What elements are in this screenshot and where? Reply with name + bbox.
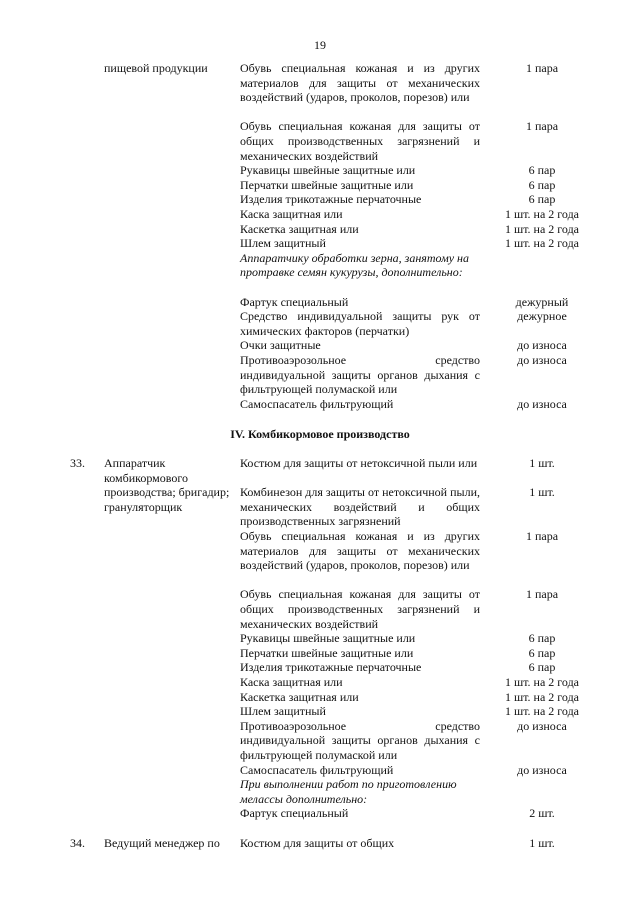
ppe-item: Фартук специальный <box>240 294 349 309</box>
issue-norm: 6 пар <box>528 177 556 192</box>
issue-norm: до износа <box>517 352 567 367</box>
issue-norm: 6 пар <box>528 631 556 646</box>
issue-norm: до износа <box>517 396 567 411</box>
issue-norm: 1 шт. на 2 года <box>504 674 580 689</box>
ppe-item: Каска защитная или <box>240 674 343 689</box>
ppe-item: Средство индивидуальной защиты рук от химических факторов (перчатки) <box>240 309 480 338</box>
issue-norm: 6 пар <box>528 163 556 178</box>
issue-norm: 1 шт. на 2 года <box>504 704 580 719</box>
additional-note: Аппаратчику обработки зерна, занятому на протравке семян кукурузы, дополнительно: <box>240 250 470 280</box>
items-column-block3 <box>240 836 480 851</box>
ppe-item: Очки защитные <box>240 338 321 353</box>
row-number: 34. <box>70 836 85 850</box>
norms-column-block2 <box>492 456 592 821</box>
ppe-item: Каскетка защитная или <box>240 689 359 704</box>
ppe-item: Противоаэрозольное средство индивидуальной защиты органов дыхания с фильтрующей полумаской или <box>240 352 480 397</box>
norms-column-block1 <box>492 61 592 411</box>
issue-norm: 1 пара <box>525 119 559 134</box>
issue-norm: 1 шт. <box>529 485 555 500</box>
issue-norm: 1 пара <box>525 528 559 543</box>
items-column-block2 <box>240 456 480 821</box>
issue-norm: 1 шт. <box>529 456 555 470</box>
row-number: 33. <box>70 456 85 470</box>
ppe-item: Рукавицы швейные защитные или <box>240 163 416 178</box>
issue-norm: 1 шт. на 2 года <box>504 689 580 704</box>
ppe-item: Перчатки швейные защитные или <box>240 645 414 660</box>
ppe-item: Костюм для защиты от общих <box>240 836 395 850</box>
profession-name: Аппаратчик комбикормового производства; бригадир; грануляторщик <box>104 456 230 514</box>
ppe-item: Обувь специальная кожаная и из других материалов для защиты от механических воздействий (ударов, проколов, порезов) или <box>240 61 480 105</box>
ppe-item: Шлем защитный <box>240 236 326 251</box>
issue-norm: 6 пар <box>528 192 556 207</box>
ppe-item: Обувь специальная кожаная для защиты от общих производственных загрязнений и механических воздействий <box>240 119 480 163</box>
ppe-item: Изделия трикотажные перчаточные <box>240 192 422 207</box>
issue-norm: 1 шт. на 2 года <box>504 221 580 236</box>
page-number: 19 <box>314 38 326 52</box>
issue-norm <box>492 777 592 806</box>
ppe-item: Обувь специальная кожаная и из других материалов для защиты от механических воздействий (ударов, проколов, порезов) или <box>240 528 480 573</box>
profession-name: Ведущий менеджер по <box>104 836 220 850</box>
issue-norm: 1 шт. <box>529 836 555 850</box>
section-heading: IV. Комбикормовое производство <box>230 427 410 441</box>
ppe-item: Изделия трикотажные перчаточные <box>240 660 422 675</box>
issue-norm: 1 шт. на 2 года <box>504 236 580 251</box>
ppe-item: Комбинезон для защиты от нетоксичной пыли, механических воздействий и общих производственных загрязнений <box>240 485 480 529</box>
ppe-item: Перчатки швейные защитные или <box>240 177 414 192</box>
ppe-item: Самоспасатель фильтрующий <box>240 762 394 777</box>
ppe-item: Обувь специальная кожаная для защиты от общих производственных загрязнений и механических воздействий <box>240 587 480 631</box>
profession-continuation: пищевой продукции <box>104 61 208 75</box>
ppe-item: Шлем защитный <box>240 704 326 719</box>
issue-norm: 1 пара <box>525 61 559 75</box>
ppe-item: Фартук специальный <box>240 806 349 821</box>
ppe-item: Противоаэрозольное средство индивидуальной защиты органов дыхания с фильтрующей полумаской или <box>240 718 480 762</box>
ppe-item: Каскетка защитная или <box>240 221 359 236</box>
additional-note: При выполнении работ по приготовлению мелассы дополнительно: <box>240 777 457 806</box>
issue-norm: дежурное <box>517 309 567 324</box>
issue-norm: до износа <box>517 338 567 353</box>
issue-norm: 1 пара <box>525 587 559 602</box>
issue-norm: 1 шт. на 2 года <box>504 206 580 221</box>
norms-column-block3 <box>492 836 592 851</box>
items-column-block1 <box>240 61 480 411</box>
ppe-item: Костюм для защиты от нетоксичной пыли или <box>240 456 478 470</box>
ppe-item: Рукавицы швейные защитные или <box>240 631 416 646</box>
ppe-item: Каска защитная или <box>240 206 343 221</box>
issue-norm: 6 пар <box>528 660 556 675</box>
ppe-item: Самоспасатель фильтрующий <box>240 396 394 411</box>
issue-norm: 6 пар <box>528 645 556 660</box>
issue-norm: 2 шт. <box>529 806 555 821</box>
issue-norm: до износа <box>517 762 567 777</box>
issue-norm: дежурный <box>515 294 569 309</box>
issue-norm <box>492 251 592 295</box>
issue-norm: до износа <box>517 718 567 733</box>
